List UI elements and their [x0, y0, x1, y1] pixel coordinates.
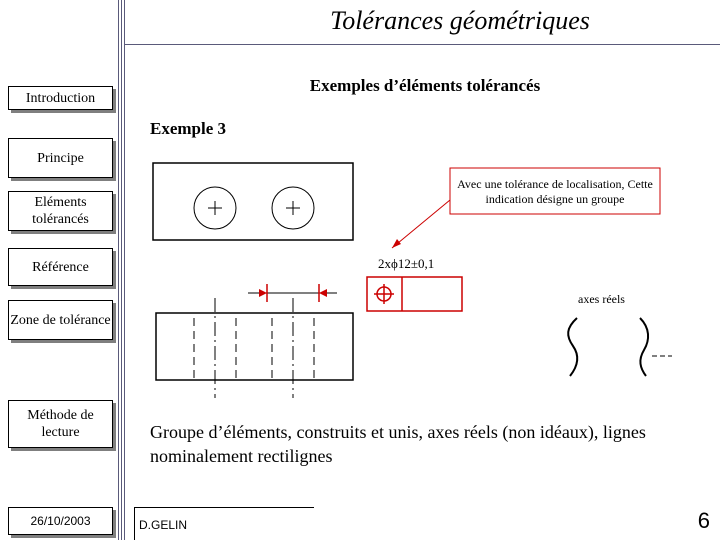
- axes-label: axes réels: [578, 292, 625, 306]
- footer-date: 26/10/2003: [8, 507, 113, 535]
- page-title: Tolérances géométriques: [330, 6, 590, 35]
- example-label: Exemple 3: [150, 119, 227, 138]
- footer-author: D.GELIN: [134, 507, 314, 540]
- nav-zone-tolerance[interactable]: Zone de tolérance: [8, 300, 113, 340]
- nav-methode-lecture[interactable]: Méthode de lecture: [8, 400, 113, 448]
- hidden-lines: [194, 318, 314, 378]
- part-top-view: [153, 163, 353, 240]
- section-subtitle: Exemples d’éléments tolérancés: [309, 76, 541, 95]
- hole-center-left: [194, 187, 236, 229]
- leader-arrow-icon: [392, 239, 401, 248]
- part-front-view: [156, 313, 353, 380]
- hole-center-right: [272, 187, 314, 229]
- annotation-text: Avec une tolérance de localisation, Cette indication désigne un groupe: [457, 177, 653, 206]
- nav-introduction[interactable]: Introduction: [8, 86, 113, 110]
- dimension-label: 2xϕ12±0,1: [378, 256, 435, 271]
- nav-reference[interactable]: Référence: [8, 248, 113, 286]
- arrow-icon: [319, 289, 327, 297]
- real-axis-curve: [568, 318, 577, 376]
- real-axis-curve: [640, 318, 648, 376]
- leader-line: [392, 200, 450, 248]
- arrow-icon: [259, 289, 267, 297]
- position-icon: [374, 284, 394, 304]
- caption-text: Groupe d’éléments, construits et unis, axes réels (non idéaux), lignes nominalement rectilignes: [150, 422, 646, 466]
- page-number: 6: [697, 508, 710, 533]
- nav-principe[interactable]: Principe: [8, 138, 113, 178]
- nav-elements-tolerances[interactable]: Eléments tolérancés: [8, 191, 113, 231]
